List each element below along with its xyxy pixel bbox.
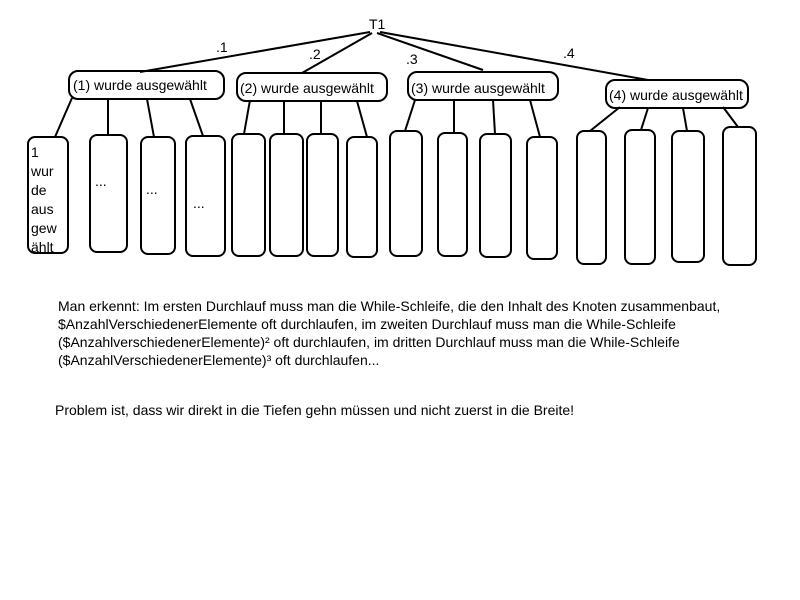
edge-1-leaf-1 bbox=[55, 98, 72, 137]
leaf-4-4 bbox=[723, 127, 756, 265]
leaf-4-2 bbox=[625, 130, 655, 264]
edge-label-2: .2 bbox=[309, 46, 321, 62]
leaf-2-2 bbox=[270, 134, 303, 256]
leaf-1-4 bbox=[186, 136, 225, 256]
leaf-4-1 bbox=[577, 131, 606, 264]
edge-label-3: .3 bbox=[406, 51, 418, 67]
edge-4-leaf-3 bbox=[683, 108, 687, 131]
edge-label-1: .1 bbox=[216, 39, 228, 55]
edge-1-leaf-4 bbox=[190, 99, 203, 136]
edge-root-3 bbox=[377, 33, 483, 70]
leaf-3-4 bbox=[527, 137, 557, 259]
leaf-3-2 bbox=[438, 133, 467, 256]
edge-4-leaf-2 bbox=[641, 108, 648, 130]
edge-3-leaf-1 bbox=[405, 100, 415, 131]
edge-3-leaf-4 bbox=[530, 100, 540, 137]
first-leaf-text bbox=[31, 143, 65, 257]
node-label-1: (1) wurde ausgewählt bbox=[73, 77, 207, 93]
explanation-paragraph: Man erkennt: Im ersten Durchlauf muss man die While-Schleife, die den Inhalt des Knoten zusammenbaut, $AnzahlVerschiedenerElemente oft durchlaufen, im zweiten Durchlauf muss man die While-Schleife ($AnzahlverschiedenerElemente)² oft durchlaufen, im dritten Durchlauf muss man die While-Schleife ($AnzahlVerschiedenerElemente)³ oft durchlaufen... bbox=[58, 298, 721, 368]
first-leaf-line: aus bbox=[31, 201, 54, 217]
edge-label-4: .4 bbox=[563, 45, 575, 61]
edge-root-1 bbox=[140, 32, 370, 72]
leaf-3-1 bbox=[390, 131, 422, 256]
leaf-2-1 bbox=[232, 134, 265, 256]
edge-1-leaf-3 bbox=[147, 99, 154, 137]
first-leaf-line: ählt bbox=[31, 239, 54, 255]
root-label: T1 bbox=[369, 16, 386, 32]
edge-2-leaf-1 bbox=[244, 100, 250, 134]
edge-2-leaf-4 bbox=[357, 101, 367, 137]
edge-4-leaf-4 bbox=[723, 107, 738, 127]
leaf-2-4 bbox=[347, 137, 377, 257]
edge-4-leaf-1 bbox=[590, 107, 620, 131]
first-leaf-line: wur bbox=[31, 163, 54, 179]
first-leaf-line: 1 bbox=[31, 144, 39, 160]
leaf-2-3 bbox=[307, 134, 338, 256]
first-leaf-line: gew bbox=[31, 220, 57, 236]
leaf-3-3 bbox=[480, 134, 511, 257]
problem-statement: Problem ist, dass wir direkt in die Tiefen gehn müssen und nicht zuerst in die Breite! bbox=[55, 402, 575, 418]
edge-3-leaf-3 bbox=[493, 100, 495, 134]
leaf-ellipsis: ... bbox=[193, 195, 205, 211]
first-leaf-line: de bbox=[31, 182, 47, 198]
node-label-3: (3) wurde ausgewählt bbox=[411, 80, 545, 96]
leaf-1-2 bbox=[90, 135, 127, 252]
node-label-4: (4) wurde ausgewählt bbox=[609, 87, 743, 103]
leaf-ellipsis: ... bbox=[146, 181, 158, 197]
leaf-ellipsis: ... bbox=[95, 173, 107, 189]
leaf-4-3 bbox=[672, 131, 704, 262]
node-label-2: (2) wurde ausgewählt bbox=[240, 80, 374, 96]
